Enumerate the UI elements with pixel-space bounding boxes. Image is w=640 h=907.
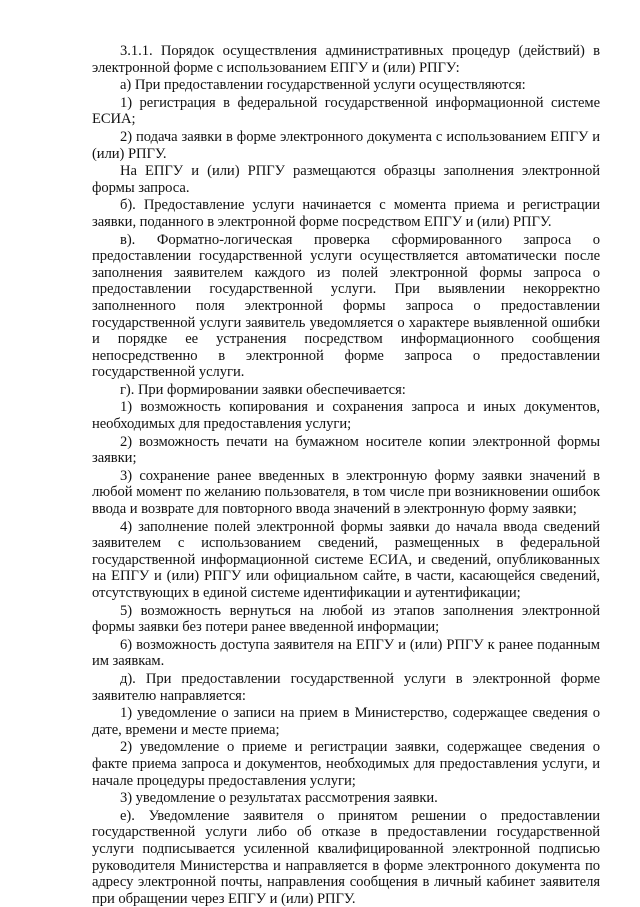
paragraph-g-4: 4) заполнение полей электронной формы заявки до начала ввода сведений заявителем с использованием сведений, размещенных в федеральной государственной информационной системе ЕСИА, и сведений, опубликованных на ЕПГУ и (или) РПГУ или официальном сайте, в части, касающейся сведений, отсутствующих в единой системе идентификации и аутентификации; xyxy=(92,518,600,601)
paragraph-d-2: 2) уведомление о приеме и регистрации заявки, содержащее сведения о факте приема запроса и документов, необходимых для предоставления услуги, и начале процедуры предоставления услуги; xyxy=(92,739,600,789)
document-page xyxy=(92,43,600,907)
paragraph-g-5: 5) возможность вернуться на любой из этапов заполнения электронной формы заявки без потери ранее введенной информации; xyxy=(92,602,600,636)
paragraph-d: д). При предоставлении государственной услуги в электронной форме заявителю направляется: xyxy=(92,670,600,704)
paragraph-g: г). При формировании заявки обеспечивается: xyxy=(120,381,406,398)
paragraph-3-1-1: 3.1.1. Порядок осуществления административных процедур (действий) в электронной форме с использованием ЕПГУ и (или) РПГУ: xyxy=(92,43,600,76)
paragraph-d-1: 1) уведомление о записи на прием в Министерство, содержащее сведения о дате, времени и месте приема; xyxy=(92,705,600,738)
paragraph-d-3: 3) уведомление о результатах рассмотрения заявки. xyxy=(120,790,438,807)
paragraph-a-1: 1) регистрация в федеральной государственной информационной системе ЕСИА; xyxy=(92,94,600,128)
paragraph-a-2: 2) подача заявки в форме электронного документа с использованием ЕПГУ и (или) РПГУ. xyxy=(92,128,600,162)
paragraph-b: б). Предоставление услуги начинается с момента приема и регистрации заявки, поданного в электронной форме посредством ЕПГУ и (или) РПГУ. xyxy=(92,197,600,230)
paragraph-g-2: 2) возможность печати на бумажном носителе копии электронной формы заявки; xyxy=(92,433,600,467)
paragraph-g-1: 1) возможность копирования и сохранения запроса и иных документов, необходимых для предоставления услуги; xyxy=(92,399,600,433)
paragraph-g-3: 3) сохранение ранее введенных в электронную форму заявки значений в любой момент по желанию пользователя, в том числе при возникновении ошибок ввода и возврате для повторного ввода значений в электронную форму заявки; xyxy=(92,467,600,518)
paragraph-samples: На ЕПГУ и (или) РПГУ размещаются образцы заполнения электронной формы запроса. xyxy=(92,163,600,196)
paragraph-g-6: 6) возможность доступа заявителя на ЕПГУ и (или) РПГУ к ранее поданным им заявкам. xyxy=(92,636,600,670)
paragraph-v: в). Форматно-логическая проверка сформированного запроса о предоставлении государственной услуги осуществляется автоматически после заполнения заявителем каждого из полей электронной формы запроса о предоставлении государственной услуги. При выявлении некорректно заполненного поля электронной формы запроса о предоставлении государственной услуги заявитель уведомляется о характере выявленной ошибки и порядке ее устранения посредством информационного сообщения непосредственно в электронной форме запроса о предоставлении государственной услуги. xyxy=(92,231,600,381)
paragraph-a: а) При предоставлении государственной услуги осуществляются: xyxy=(120,77,526,94)
paragraph-e: е). Уведомление заявителя о принятом решении о предоставлении государственной услуги либо об отказе в предоставлении государственной услуги подписывается усиленной квалифицированной электронной подписью руководителя Министерства и направляется в форме электронного документа по адресу электронной почты, направления сообщения в личный кабинет заявителя при обращении через ЕПГУ и (или) РПГУ. xyxy=(92,807,600,907)
